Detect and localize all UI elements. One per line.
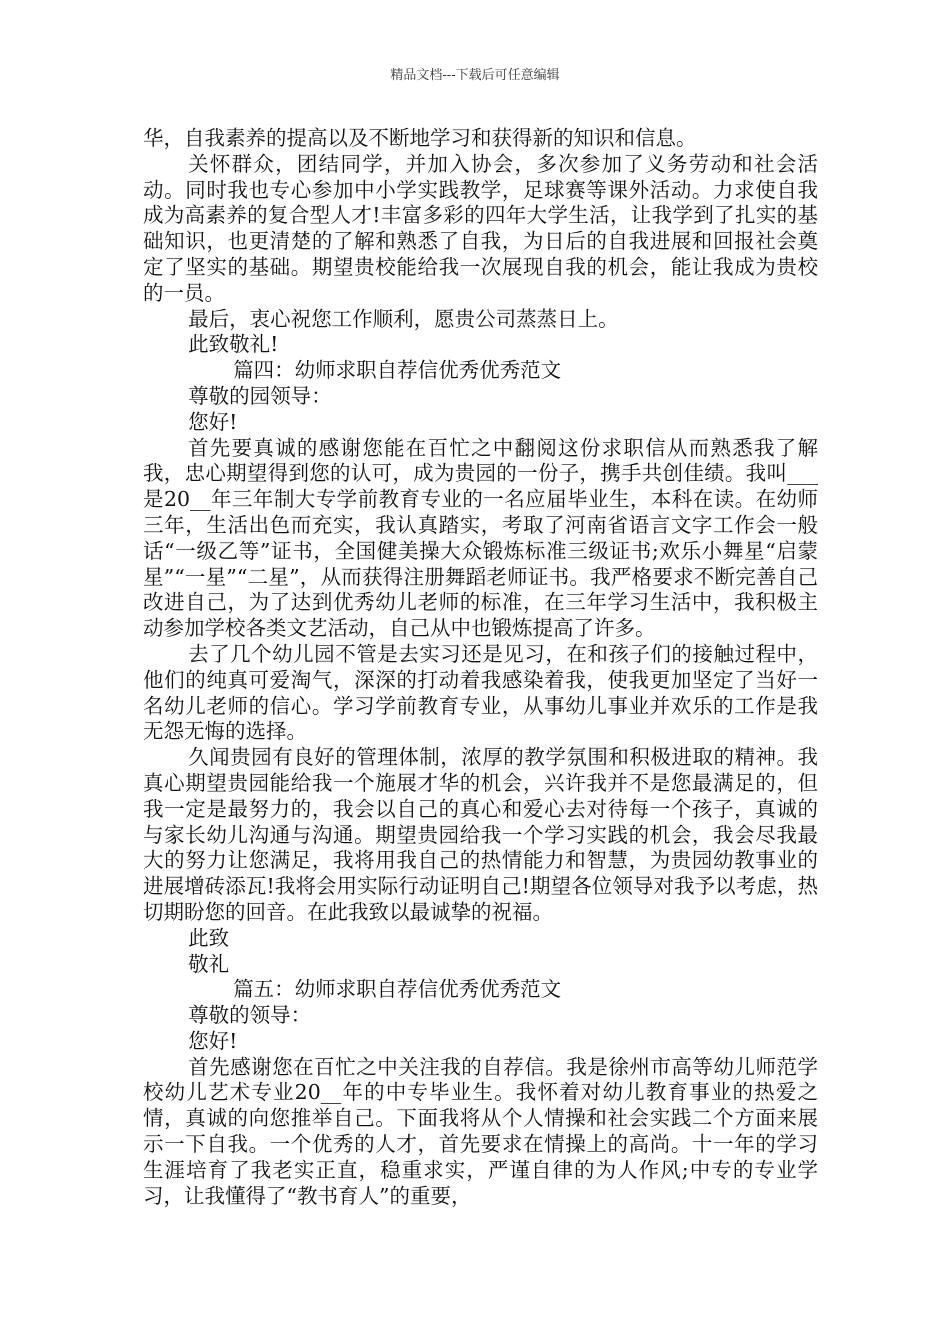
- salutation: 尊敬的园领导：: [188, 383, 332, 408]
- paragraph: 关怀群众，团结同学，并加入协会，多次参加了义务劳动和社会活动。同时我也专心参加中小学实践教学，足球赛等课外活动。力求使自我成为高素养的复合型人才!丰富多彩的四年大学生活，让我学到了扎实的基础知识，也更清楚的了解和熟悉了自我，为日后的自我进展和回报社会奠定了坚实的基础。期望贵校能给我一次展现自我的机会，能让我成为贵校的一员。: [143, 151, 818, 305]
- document-body: [143, 126, 818, 1209]
- greeting: 您好!: [188, 1028, 238, 1053]
- paragraph: 去了几个幼儿园不管是去实习还是见习，在和孩子们的接触过程中，他们的纯真可爱淘气，深深的打动着我感染着我，使我更加坚定了当好一名幼儿老师的信心。学习学前教育专业，从事幼儿事业并欢乐的工作是我无怨无悔的选择。: [143, 641, 818, 744]
- paragraph: 首先感谢您在百忙之中关注我的自荐信。我是徐州市高等幼儿师范学校幼儿艺术专业20__年的中专毕业生。我怀着对幼儿教育事业的热爱之情，真诚的向您推举自己。下面我将从个人情操和社会实践二个方面来展示一下自我。一个优秀的人才，首先要求在情操上的高尚。十一年的学习生涯培育了我老实正直，稳重求实，严谨自律的为人作风;中专的专业学习，让我懂得了“教书育人”的重要，: [143, 1054, 818, 1208]
- closing: 此致: [188, 925, 230, 950]
- section-heading: 篇五：幼师求职自荐信优秀优秀范文: [233, 977, 562, 1002]
- paragraph: 此致敬礼!: [188, 332, 279, 357]
- paragraph: 首先要真诚的感谢您能在百忙之中翻阅这份求职信从而熟悉我了解我，忠心期望得到您的认可，成为贵园的一份子，携手共创佳绩。我叫___是20__年三年制大专学前教育专业的一名应届毕业生，本科在读。在幼师三年，生活出色而充实，我认真踏实，考取了河南省语言文字工作会一般话“一级乙等”证书，全国健美操大众锻炼标准三级证书;欢乐小舞星“启蒙星”“一星”“二星”，从而获得注册舞蹈老师证书。我严格要求不断完善自己改进自己，为了达到优秀幼儿老师的标准，在三年学习生活中，我积极主动参加学校各类文艺活动，自己从中也锻炼提高了许多。: [143, 435, 818, 641]
- closing: 敬礼: [188, 951, 230, 976]
- paragraph: 久闻贵园有良好的管理体制，浓厚的教学氛围和积极进取的精神。我真心期望贵园能给我一个施展才华的机会，兴许我并不是您最满足的，但我一定是最努力的，我会以自己的真心和爱心去对待每一个孩子，真诚的与家长幼儿沟通与沟通。期望贵园给我一个学习实践的机会，我会尽我最大的努力让您满足，我将用我自己的热情能力和智慧，为贵园幼教事业的进展增砖添瓦!我将会用实际行动证明自己!期望各位领导对我予以考虑，热切期盼您的回音。在此我致以最诚挚的祝福。: [143, 745, 818, 924]
- page-header: 精品文档---下载后可任意编辑: [390, 68, 560, 83]
- salutation: 尊敬的领导：: [188, 1003, 312, 1028]
- paragraph: 华，自我素养的提高以及不断地学习和获得新的知识和信息。: [143, 126, 697, 150]
- paragraph: 最后，衷心祝您工作顺利，愿贵公司蒸蒸日上。: [188, 306, 619, 331]
- section-heading: 篇四：幼师求职自荐信优秀优秀范文: [233, 358, 562, 383]
- greeting: 您好!: [188, 409, 238, 434]
